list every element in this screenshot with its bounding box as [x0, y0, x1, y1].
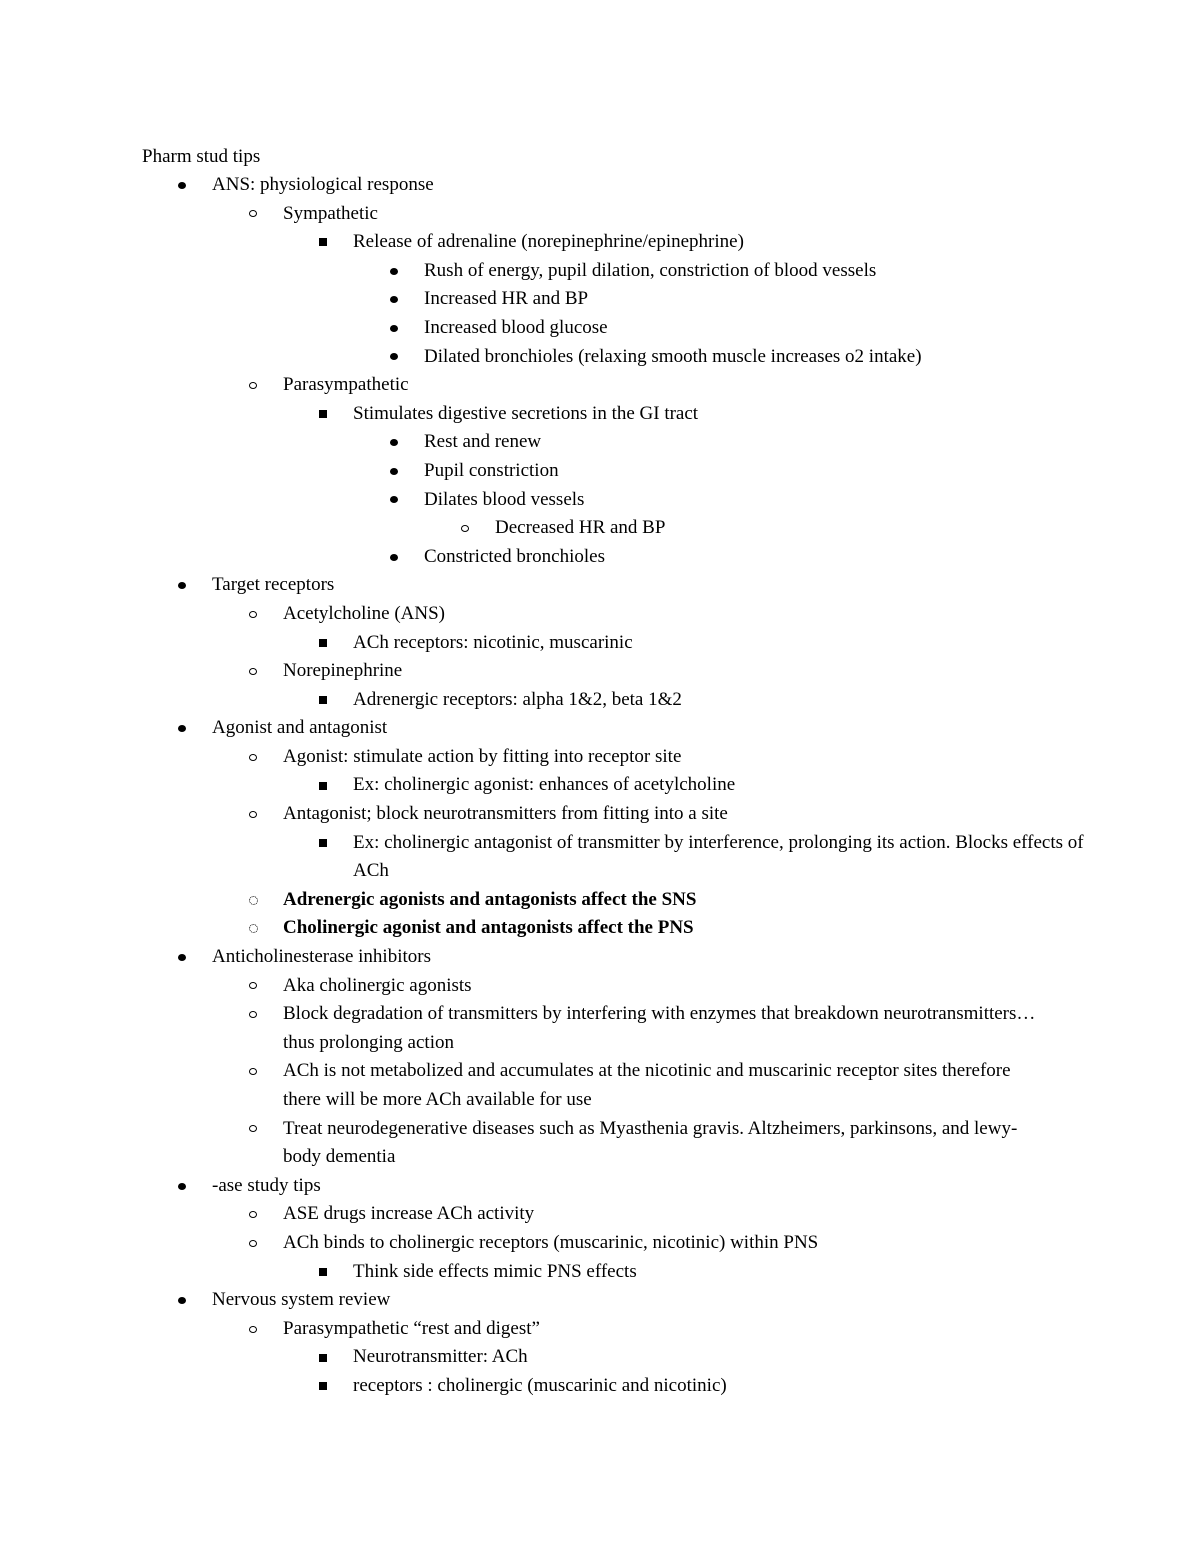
list-item: [0, 343, 1200, 372]
list-item-text: Neurotransmitter: ACh: [353, 1346, 528, 1368]
bullet-marker: [243, 800, 263, 829]
bullet-marker: [313, 228, 333, 257]
document-title: Pharm stud tips: [142, 146, 261, 167]
list-item-text: Think side effects mimic PNS effects: [353, 1260, 637, 1282]
circle-bullet-icon: [249, 1240, 257, 1247]
list-item: [0, 800, 1200, 829]
list-item-text: ANS: physiological response: [212, 174, 434, 195]
list-item: [0, 486, 1200, 515]
list-item-text: Stimulates digestive secretions in the GI tract: [353, 402, 699, 424]
list-item: [0, 371, 1200, 400]
dot-bullet-icon: [178, 1183, 186, 1190]
list-item: [0, 428, 1200, 457]
list-item: [0, 1343, 1200, 1372]
bullet-marker: [384, 285, 404, 314]
bullet-marker: [455, 514, 475, 543]
bullet-marker: [243, 371, 263, 400]
bullet-marker: [172, 943, 192, 972]
list-item-text: Dilates blood vessels: [424, 488, 585, 510]
bullet-marker: [172, 1172, 192, 1201]
list-item-text: Anticholinesterase inhibitors: [212, 946, 431, 968]
bullet-marker: [243, 743, 263, 772]
dotted-circle-bullet-icon: [249, 924, 258, 933]
square-bullet-icon: [319, 839, 327, 847]
bullet-marker: [313, 400, 333, 429]
circle-bullet-icon: [249, 811, 257, 818]
list-item: [0, 829, 1200, 886]
dot-bullet-icon: [178, 1297, 186, 1304]
bullet-marker: [384, 314, 404, 343]
list-item-text: Agonist and antagonist: [212, 717, 388, 739]
bullet-marker: [243, 200, 263, 229]
list-item: [0, 314, 1200, 343]
circle-bullet-icon: [249, 1326, 257, 1333]
bullet-marker: [243, 1229, 263, 1258]
bullet-marker: [313, 1372, 333, 1401]
list-item-text: ACh binds to cholinergic receptors (muscarinic, nicotinic) within PNS: [283, 1231, 819, 1253]
bullet-marker: [384, 343, 404, 372]
list-item-text: ASE drugs increase ACh activity: [283, 1203, 535, 1225]
list-item-text: Ex: cholinergic agonist: enhances of acetylcholine: [353, 774, 736, 796]
list-item-text: Increased blood glucose: [424, 316, 608, 338]
square-bullet-icon: [319, 238, 327, 246]
bullet-marker: [313, 771, 333, 800]
list-item: [0, 1229, 1200, 1258]
bullet-marker: [172, 1286, 192, 1315]
circle-bullet-icon: [249, 382, 257, 389]
circle-bullet-icon: [249, 1068, 257, 1075]
bullet-marker: [313, 1258, 333, 1287]
list-item-text: Cholinergic agonist and antagonists affect the PNS: [283, 917, 694, 939]
square-bullet-icon: [319, 1382, 327, 1390]
circle-bullet-icon: [249, 1011, 257, 1018]
list-item-text: Release of adrenaline (norepinephrine/epinephrine): [353, 231, 744, 253]
list-item-text: Rest and renew: [424, 431, 542, 453]
list-item: [0, 771, 1200, 800]
list-item: [0, 1286, 1200, 1315]
list-item: [0, 543, 1200, 572]
square-bullet-icon: [319, 1268, 327, 1276]
list-item-text: Antagonist; block neurotransmitters from fitting into a site: [283, 803, 728, 825]
bullet-marker: [243, 1315, 263, 1344]
bullet-marker: [384, 428, 404, 457]
list-item-text: Norepinephrine: [283, 660, 403, 682]
list-item: [0, 914, 1200, 943]
list-item-text: ACh receptors: nicotinic, muscarinic: [353, 631, 633, 653]
list-item-text: Decreased HR and BP: [495, 517, 666, 539]
list-item-text: Parasympathetic “rest and digest”: [283, 1317, 540, 1339]
list-item: [0, 1258, 1200, 1287]
list-item-text: Rush of energy, pupil dilation, constriction of blood vessels: [424, 259, 877, 281]
dot-bullet-icon: [178, 954, 186, 961]
dot-bullet-icon: [390, 554, 398, 561]
bullet-marker: [243, 1000, 263, 1029]
bullet-marker: [313, 1343, 333, 1372]
list-item-text: -ase study tips: [212, 1174, 321, 1196]
circle-bullet-icon: [249, 982, 257, 989]
dot-bullet-icon: [390, 296, 398, 303]
square-bullet-icon: [319, 1354, 327, 1362]
circle-bullet-icon: [249, 611, 257, 618]
bullet-marker: [313, 686, 333, 715]
dotted-circle-bullet-icon: [249, 896, 258, 905]
circle-bullet-icon: [461, 525, 469, 532]
list-item: [0, 400, 1200, 429]
bullet-marker: [172, 171, 192, 200]
dot-bullet-icon: [390, 325, 398, 332]
list-item: [0, 457, 1200, 486]
list-item-text: Dilated bronchioles (relaxing smooth muscle increases o2 intake): [424, 345, 922, 367]
bullet-marker: [384, 486, 404, 515]
list-item: [0, 686, 1200, 715]
list-item: [0, 285, 1200, 314]
list-item: [0, 714, 1200, 743]
list-item: [0, 1057, 1200, 1114]
square-bullet-icon: [319, 696, 327, 704]
list-item-text: Acetylcholine (ANS): [283, 602, 445, 624]
list-item: [0, 1115, 1200, 1172]
bullet-outline: [0, 171, 1200, 1401]
list-item: [0, 743, 1200, 772]
list-item-text: Increased HR and BP: [424, 288, 589, 310]
circle-bullet-icon: [249, 1125, 257, 1132]
dot-bullet-icon: [178, 182, 186, 189]
list-item-text: Adrenergic receptors: alpha 1&2, beta 1&2: [353, 688, 682, 710]
square-bullet-icon: [319, 639, 327, 647]
list-item: [0, 1315, 1200, 1344]
dot-bullet-icon: [178, 725, 186, 732]
list-item-text: Sympathetic: [283, 202, 378, 224]
dot-bullet-icon: [390, 439, 398, 446]
dot-bullet-icon: [390, 496, 398, 503]
list-item: [0, 171, 1200, 200]
list-item: [0, 657, 1200, 686]
bullet-marker: [243, 886, 263, 915]
bullet-marker: [243, 1115, 263, 1144]
list-item-text: Block degradation of transmitters by interfering with enzymes that breakdown neurotransmitters… thus prolonging action: [283, 1003, 1036, 1053]
list-item: [0, 257, 1200, 286]
list-item: [0, 972, 1200, 1001]
bullet-marker: [243, 1200, 263, 1229]
dot-bullet-icon: [178, 582, 186, 589]
list-item: [0, 629, 1200, 658]
bullet-marker: [243, 657, 263, 686]
list-item-text: Target receptors: [212, 574, 335, 596]
circle-bullet-icon: [249, 754, 257, 761]
list-item: [0, 600, 1200, 629]
bullet-marker: [243, 972, 263, 1001]
circle-bullet-icon: [249, 668, 257, 675]
list-item: [0, 228, 1200, 257]
bullet-marker: [313, 829, 333, 858]
list-item: [0, 1000, 1200, 1057]
list-item-text: ACh is not metabolized and accumulates at the nicotinic and muscarinic receptor sites therefore there will be more ACh available for use: [283, 1060, 1011, 1110]
bullet-marker: [172, 714, 192, 743]
bullet-marker: [243, 914, 263, 943]
list-item-text: Nervous system review: [212, 1289, 391, 1311]
list-item: [0, 514, 1200, 543]
list-item-text: Aka cholinergic agonists: [283, 974, 472, 996]
list-item-text: receptors : cholinergic (muscarinic and nicotinic): [353, 1374, 727, 1396]
bullet-marker: [243, 1057, 263, 1086]
list-item-text: Ex: cholinergic antagonist of transmitter by interference, prolonging its action. Blocks effects of ACh: [353, 831, 1084, 882]
bullet-marker: [384, 543, 404, 572]
list-item-text: Treat neurodegenerative diseases such as Myasthenia gravis. Altzheimers, parkinsons, and lewy-body dementia: [283, 1117, 1018, 1168]
square-bullet-icon: [319, 410, 327, 418]
circle-bullet-icon: [249, 210, 257, 217]
bullet-marker: [172, 571, 192, 600]
square-bullet-icon: [319, 782, 327, 790]
bullet-marker: [243, 600, 263, 629]
dot-bullet-icon: [390, 353, 398, 360]
list-item-text: Constricted bronchioles: [424, 545, 605, 567]
circle-bullet-icon: [249, 1211, 257, 1218]
bullet-marker: [313, 629, 333, 658]
list-item-text: Pupil constriction: [424, 459, 559, 481]
list-item: [0, 571, 1200, 600]
bullet-marker: [384, 257, 404, 286]
list-item-text: Agonist: stimulate action by fitting into receptor site: [283, 745, 682, 767]
list-item: [0, 886, 1200, 915]
list-item-text: Parasympathetic: [283, 374, 409, 396]
bullet-marker: [384, 457, 404, 486]
list-item: [0, 1372, 1200, 1401]
list-item: [0, 1172, 1200, 1201]
list-item: [0, 943, 1200, 972]
list-item-text: Adrenergic agonists and antagonists affect the SNS: [283, 888, 697, 910]
list-item: [0, 200, 1200, 229]
list-item: [0, 1200, 1200, 1229]
dot-bullet-icon: [390, 468, 398, 475]
dot-bullet-icon: [390, 268, 398, 275]
